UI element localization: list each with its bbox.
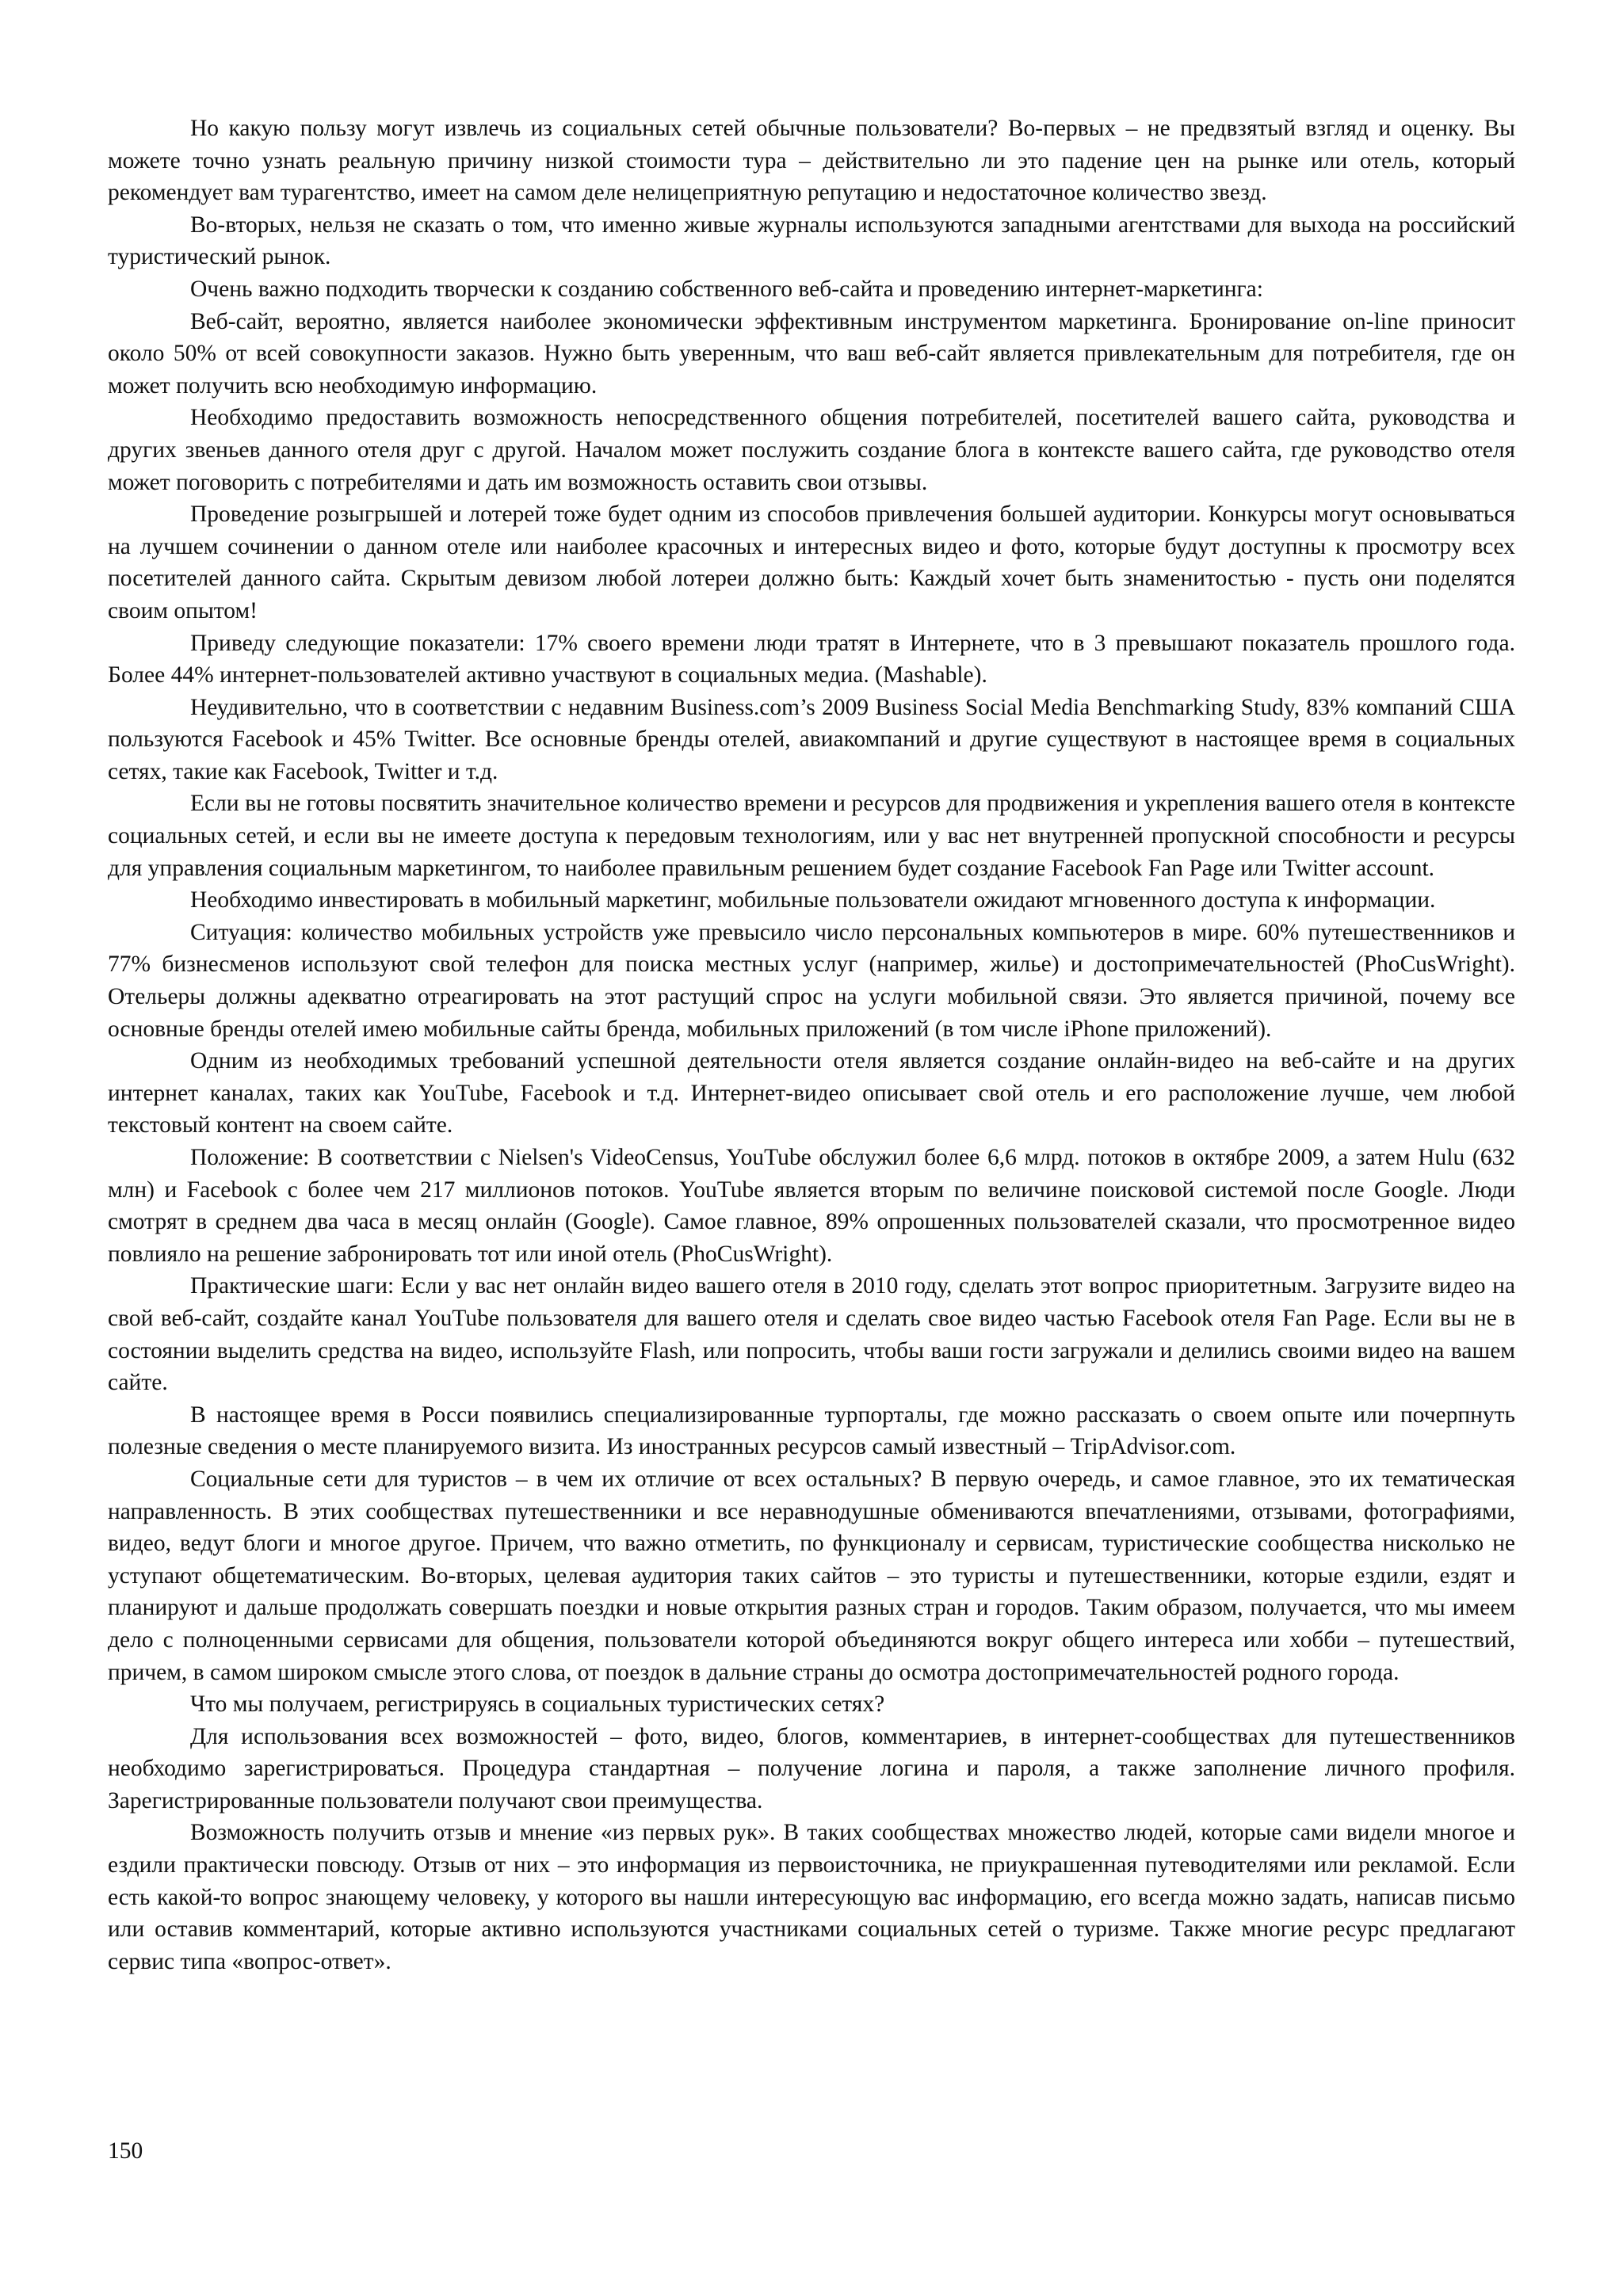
paragraph: Необходимо инвестировать в мобильный маркетинг, мобильные пользователи ожидают мгновенного доступа к информации. [190, 887, 1436, 913]
paragraph: Но какую пользу могут извлечь из социальных сетей обычные пользователи? Во-первых – не предвзятый взгляд и оценку. Вы можете точно узнать реальную причину низкой стоимости тура – действительно ли это падение цен на рынке или отель, который рекомендует вам турагентство, имеет на самом деле нелицеприятную репутацию и недостаточное количество звезд. [108, 116, 1515, 206]
paragraph: Необходимо предоставить возможность непосредственного общения потребителей, посетителей вашего сайта, руководства и других звеньев данного отеля друг с другой. Началом может послужить создание блога в контексте вашего сайта, где руководство отеля может поговорить с потребителями и дать им возможность оставить свои отзывы. [108, 405, 1515, 495]
paragraph: Возможность получить отзыв и мнение «из первых рук». В таких сообществах множество людей, которые сами видели многое и ездили практически повсюду. Отзыв от них – это информация из первоисточника, не приукрашенная путеводителями или рекламой. Если есть какой-то вопрос знающему человеку, у которого вы нашли интересующую вас информацию, его всегда можно задать, написав письмо или оставив комментарий, которые активно используются участниками социальных сетей о туризме. Также многие ресурс предлагают сервис типа «вопрос-ответ». [108, 1820, 1515, 1974]
paragraph: Неудивительно, что в соответствии с недавним Business.com’s 2009 Business Social Media Benchmarking Study, 83% компаний США пользуются Facebook и 45% Twitter. Все основные бренды отелей, авиакомпаний и другие существуют в настоящее время в социальных сетях, такие как Facebook, Twitter и т.д. [108, 694, 1515, 784]
paragraph: В настоящее время в Росси появились специализированные турпорталы, где можно рассказать о своем опыте или почерпнуть полезные сведения о месте планируемого визита. Из иностранных ресурсов самый известный – TripAdvisor.com. [108, 1402, 1515, 1460]
paragraph: Веб-сайт, вероятно, является наиболее экономически эффективным инструментом маркетинга. Бронирование on-line приносит около 50% от всей совокупности заказов. Нужно быть уверенным, что ваш веб-сайт является привлекательным для потребителя, где он может получить всю необходимую информацию. [108, 308, 1515, 399]
paragraph: Что мы получаем, регистрируясь в социальных туристических сетях? [190, 1691, 885, 1718]
paragraph: Очень важно подходить творчески к созданию собственного веб-сайта и проведению интернет-маркетинга: [190, 276, 1263, 302]
paragraph: Во-вторых, нельзя не сказать о том, что именно живые журналы используются западными агентствами для выхода на российский туристический рынок. [108, 212, 1515, 270]
paragraph: Проведение розыгрышей и лотерей тоже будет одним из способов привлечения большей аудитории. Конкурсы могут основываться на лучшем сочинении о данном отеле или наиболее красочных и интересных видео и фото, которые будут доступны к просмотру всех посетителей данного сайта. Скрытым девизом любой лотереи должно быть: Каждый хочет быть знаменитостью - пусть они поделятся своим опытом! [108, 502, 1515, 624]
document-body [108, 113, 1515, 1978]
paragraph: Одним из необходимых требований успешной деятельности отеля является создание онлайн-видео на веб-сайте и на других интернет каналах, таких как YouTube, Facebook и т.д. Интернет-видео описывает свой отель и его расположение лучше, чем любой текстовый контент на своем сайте. [108, 1048, 1515, 1138]
paragraph: Ситуация: количество мобильных устройств уже превысило число персональных компьютеров в мире. 60% путешественников и 77% бизнесменов используют свой телефон для поиска местных услуг (например, жилье) и достопримечательностей (PhoCusWright). Отельеры должны адекватно отреагировать на этот растущий спрос на услуги мобильной связи. Это является причиной, почему все основные бренды отелей имею мобильные сайты бренда, мобильных приложений (в том числе iPhone приложений). [108, 919, 1515, 1042]
paragraph: Приведу следующие показатели: 17% своего времени люди тратят в Интернете, что в 3 превышают показатель прошлого года. Более 44% интернет-пользователей активно участвуют в социальных медиа. (Mashable). [108, 630, 1515, 688]
paragraph: Если вы не готовы посвятить значительное количество времени и ресурсов для продвижения и укрепления вашего отеля в контексте социальных сетей, и если вы не имеете доступа к передовым технологиям, или у вас нет внутренней пропускной способности и ресурсы для управления социальным маркетингом, то наиболее правильным решением будет создание Facebook Fan Page или Twitter account. [108, 791, 1515, 881]
paragraph: Социальные сети для туристов – в чем их отличие от всех остальных? В первую очередь, и самое главное, это их тематическая направленность. В этих сообществах путешественники и все неравнодушные обмениваются впечатлениями, отзывами, фотографиями, видео, ведут блоги и многое другое. Причем, что важно отметить, по функционалу и сервисам, туристические сообщества нисколько не уступают общетематическим. Во-вторых, целевая аудитория таких сайтов – это туристы и путешественники, которые ездили, ездят и планируют и дальше продолжать совершать поездки и новые открытия разных стран и городов. Таким образом, получается, что мы имеем дело с полноценными сервисами для общения, пользователи которой объединяются вокруг общего интереса или хобби – путешествий, причем, в самом широком смысле этого слова, от поездок в дальние страны до осмотра достопримечательностей родного города. [108, 1466, 1515, 1685]
paragraph: Для использования всех возможностей – фото, видео, блогов, комментариев, в интернет-сообществах для путешественников необходимо зарегистрироваться. Процедура стандартная – получение логина и пароля, а также заполнение личного профиля. Зарегистрированные пользователи получают свои преимущества. [108, 1723, 1515, 1814]
page-number: 150 [108, 2138, 143, 2164]
paragraph: Практические шаги: Если у вас нет онлайн видео вашего отеля в 2010 году, сделать этот вопрос приоритетным. Загрузите видео на свой веб-сайт, создайте канал YouTube пользователя для вашего отеля и сделать свое видео частью Facebook отеля Fan Page. Если вы не в состоянии выделить средства на видео, используйте Flash, или попросить, чтобы ваши гости загружали и делились своими видео на вашем сайте. [108, 1273, 1515, 1396]
paragraph: Положение: В соответствии с Nielsen's VideoCensus, YouTube обслужил более 6,6 млрд. потоков в октябре 2009, а затем Hulu (632 млн) и Facebook с более чем 217 миллионов потоков. YouTube является вторым по величине поисковой системой после Google. Люди смотрят в среднем два часа в месяц онлайн (Google). Самое главное, 89% опрошенных пользователей сказали, что просмотренное видео повлияло на решение забронировать тот или иной отель (PhoCusWright). [108, 1145, 1515, 1267]
